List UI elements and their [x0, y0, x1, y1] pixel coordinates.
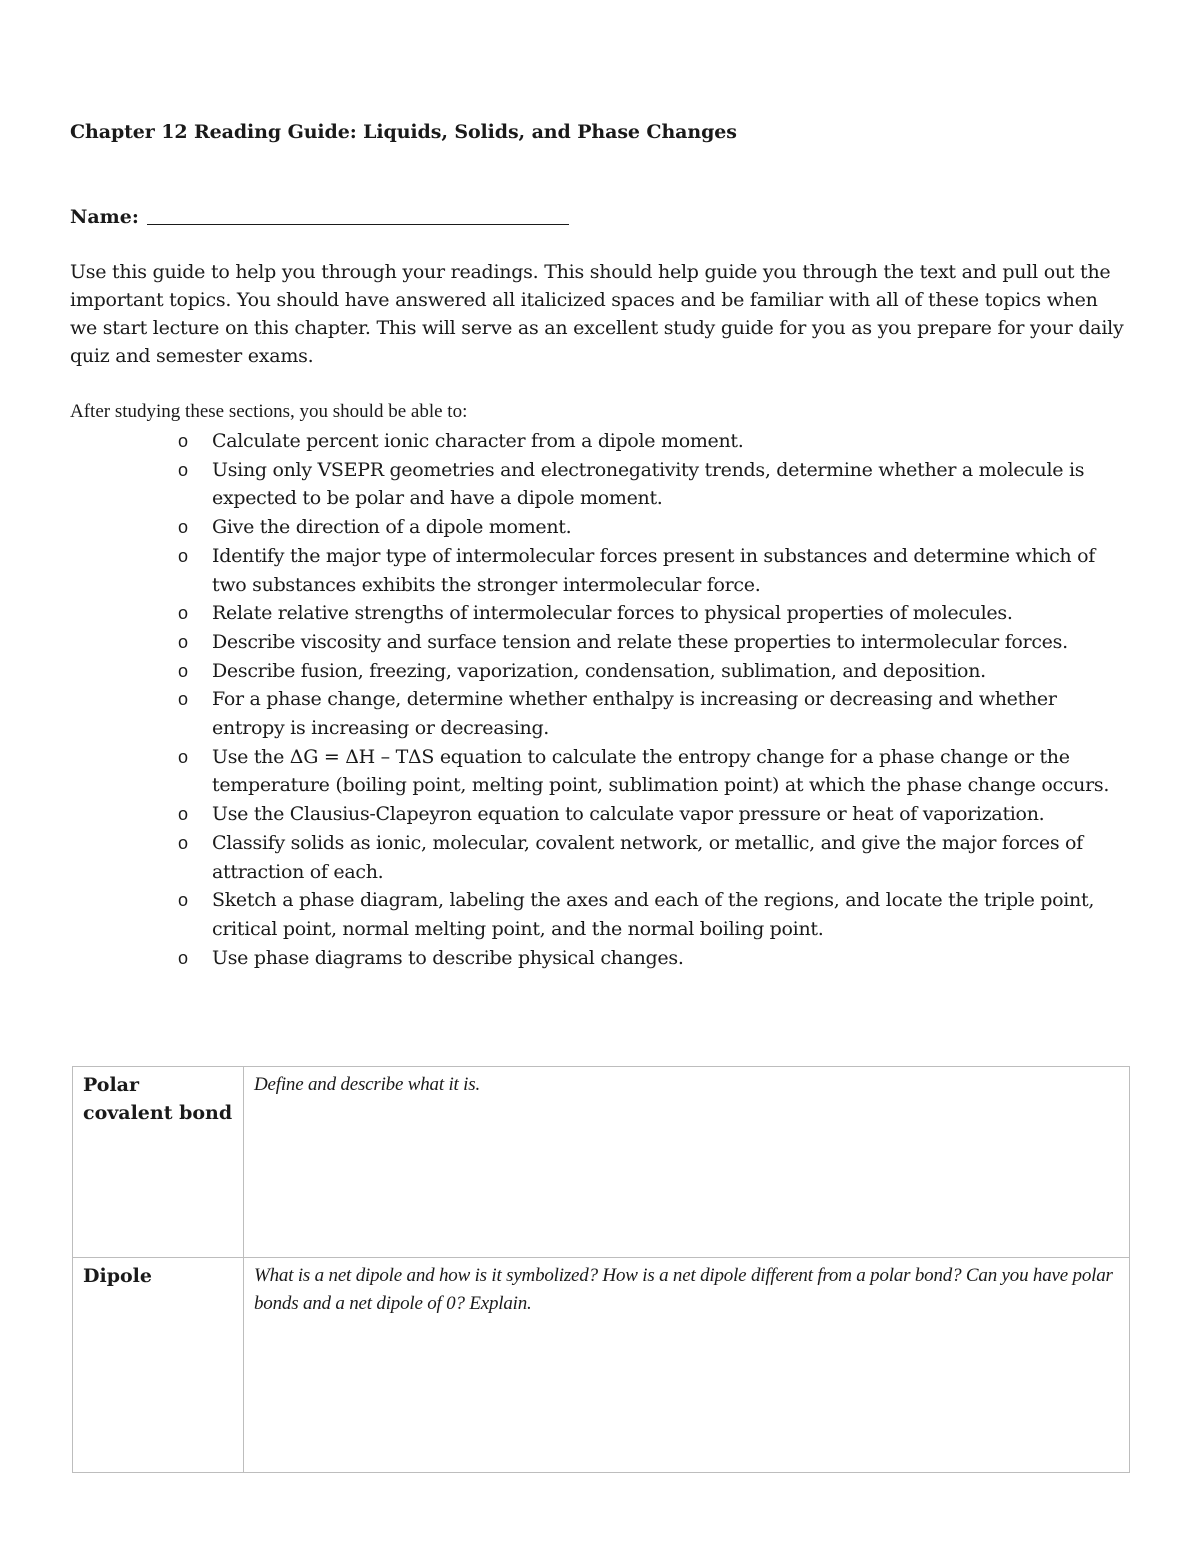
bullet-circle-icon: o [178, 603, 188, 624]
name-row [70, 203, 1130, 231]
prompt-cell[interactable]: What is a net dipole and how is it symbolized? How is a net dipole different from a polar bond? Can you have polar bonds and a net dipole of 0? Explain. [244, 1258, 1130, 1473]
objective-item [70, 944, 1132, 973]
objective-text: Use the Clausius-Clapeyron equation to calculate vapor pressure or heat of vaporization. [212, 803, 1045, 826]
table-row [73, 1067, 1130, 1258]
document-page [70, 118, 1130, 972]
study-guide-table [72, 1066, 1130, 1473]
objective-text: For a phase change, determine whether enthalpy is increasing or decreasing and whether entropy is increasing or decreasing. [212, 688, 1057, 740]
bullet-circle-icon: o [178, 689, 188, 710]
bullet-circle-icon: o [178, 431, 188, 451]
name-label: Name: [70, 206, 139, 228]
bullet-circle-icon: o [178, 890, 188, 911]
table-row [73, 1258, 1130, 1473]
objective-item [70, 628, 1132, 657]
bullet-circle-icon: o [178, 947, 188, 968]
bullet-circle-icon: o [178, 517, 188, 538]
objective-item [70, 427, 1132, 456]
bullet-circle-icon: o [178, 660, 188, 681]
bullet-circle-icon: o [178, 459, 188, 480]
prompt-cell[interactable]: Define and describe what it is. [244, 1067, 1130, 1258]
objective-text: Classify solids as ionic, molecular, covalent network, or metallic, and give the major forces of attraction of each. [212, 831, 1083, 883]
objective-text: Describe viscosity and surface tension and relate these properties to intermolecular forces. [212, 630, 1068, 653]
bullet-circle-icon: o [178, 832, 188, 853]
bullet-circle-icon: o [178, 631, 188, 652]
objective-item [70, 800, 1132, 829]
objective-item [70, 599, 1132, 628]
name-blank-line[interactable] [147, 204, 569, 225]
objective-text: Describe fusion, freezing, vaporization, condensation, sublimation, and deposition. [212, 659, 986, 682]
objective-item [70, 456, 1132, 513]
objective-item [70, 657, 1132, 686]
objective-item [70, 743, 1132, 800]
objective-item [70, 542, 1132, 599]
objectives-list [70, 427, 1130, 972]
term-cell: Dipole [73, 1258, 244, 1473]
objective-item [70, 513, 1132, 542]
objective-text: Identify the major type of intermolecular forces present in substances and determine which of two substances exhibits the stronger intermolecular force. [212, 544, 1095, 596]
objective-text: Sketch a phase diagram, labeling the axes and each of the regions, and locate the triple point, critical point, normal melting point, and the normal boiling point. [212, 889, 1095, 940]
bullet-circle-icon: o [178, 545, 188, 566]
objective-text: Calculate percent ionic character from a dipole moment. [212, 430, 744, 452]
after-studying-text: After studying these sections, you should be able to: [70, 401, 468, 422]
objective-text: Use phase diagrams to describe physical changes. [212, 946, 684, 969]
bullet-circle-icon: o [178, 746, 188, 767]
term-cell: Polar covalent bond [73, 1067, 244, 1258]
intro-paragraph: Use this guide to help you through your readings. This should help guide you through the text and pull out the important topics. You should have answered all italicized spaces and be familiar with all of these topics when we start lecture on this chapter. This will serve as an excellent study guide for you as you prepare for your daily quiz and semester exams. [70, 261, 1124, 367]
objective-item [70, 829, 1132, 886]
objective-text: Use the ΔG = ΔH – TΔS equation to calculate the entropy change for a phase change or the temperature (boiling point, melting point, sublimation point) at which the phase change occurs. [212, 745, 1110, 797]
objective-item [70, 685, 1132, 742]
document-title: Chapter 12 Reading Guide: Liquids, Solids, and Phase Changes [70, 121, 737, 143]
bullet-circle-icon: o [178, 804, 188, 825]
objective-text: Relate relative strengths of intermolecular forces to physical properties of molecules. [212, 602, 1013, 625]
objective-item [70, 886, 1132, 943]
objective-text: Using only VSEPR geometries and electronegativity trends, determine whether a molecule is expected to be polar and have a dipole moment. [212, 458, 1085, 510]
objective-text: Give the direction of a dipole moment. [212, 516, 572, 539]
